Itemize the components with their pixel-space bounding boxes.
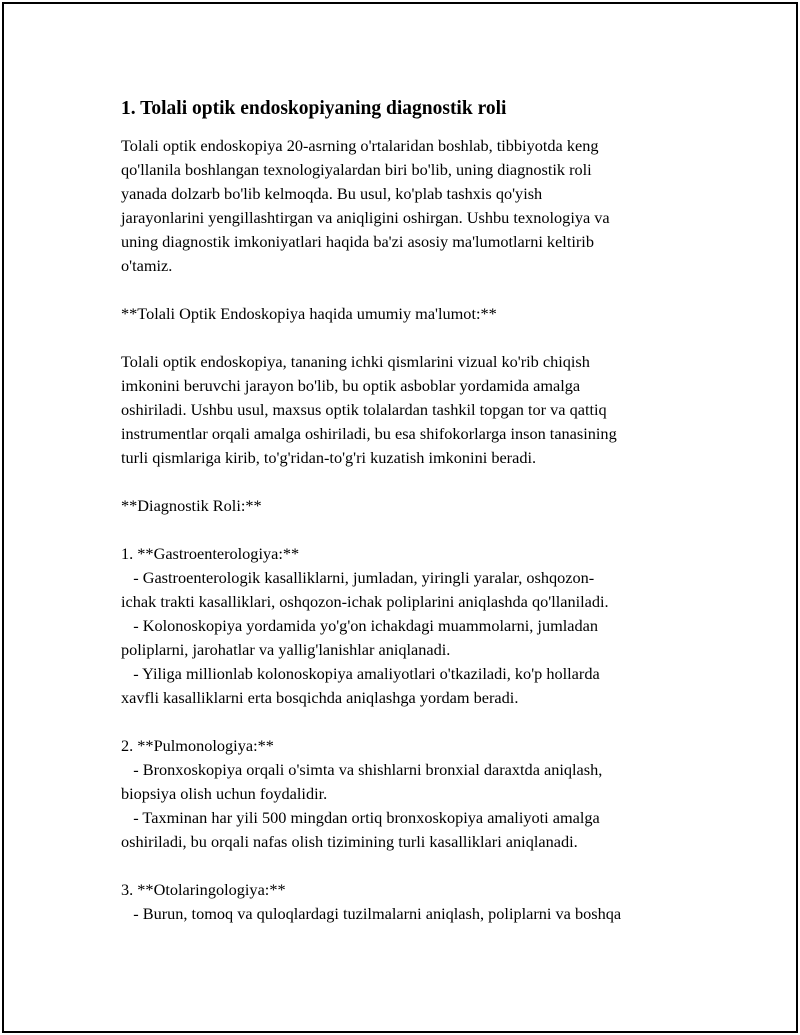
text-line: oshiriladi, bu orqali nafas olish tizimining turli kasalliklari aniqlanadi. bbox=[121, 832, 578, 851]
text-line: uning diagnostik imkoniyatlari haqida ba'zi asosiy ma'lumotlarni keltirib bbox=[121, 232, 594, 251]
text-line: poliplarni, jarohatlar va yallig'lanishlar aniqlanadi. bbox=[121, 640, 451, 659]
text-line: **Diagnostik Roli:** bbox=[121, 496, 262, 515]
text-line: turli qismlariga kirib, to'g'ridan-to'g'ri kuzatish imkonini beradi. bbox=[121, 448, 537, 467]
text-line: - Bronxoskopiya orqali o'simta va shishlarni bronxial daraxtda aniqlash, bbox=[121, 760, 603, 779]
text-line: xavfli kasalliklarni erta bosqichda aniqlashga yordam beradi. bbox=[121, 688, 519, 707]
text-line: ichak trakti kasalliklari, oshqozon-ichak poliplarini aniqlashda qo'llaniladi. bbox=[121, 592, 609, 611]
text-line: qo'llanila boshlangan texnologiyalardan biri bo'lib, uning diagnostik roli bbox=[121, 160, 592, 179]
page-frame bbox=[2, 2, 798, 1033]
text-line: o'tamiz. bbox=[121, 256, 173, 275]
text-line: biopsiya olish uchun foydalidir. bbox=[121, 784, 328, 803]
text-line: instrumentlar orqali amalga oshiriladi, bu esa shifokorlarga inson tanasining bbox=[121, 424, 617, 443]
document-body bbox=[121, 134, 701, 926]
text-line: - Taxminan har yili 500 mingdan ortiq bronxoskopiya amaliyoti amalga bbox=[121, 808, 600, 827]
diagnostic-role-heading bbox=[121, 494, 701, 518]
text-line: 1. **Gastroenterologiya:** bbox=[121, 544, 300, 563]
general-info-heading bbox=[121, 302, 701, 326]
text-line: 3. **Otolaringologiya:** bbox=[121, 880, 286, 899]
otolaryngology-section bbox=[121, 878, 701, 926]
document-content bbox=[121, 96, 701, 950]
pulmonology-section bbox=[121, 734, 701, 854]
document-title: 1. Tolali optik endoskopiyaning diagnostik roli bbox=[121, 98, 507, 119]
text-line: - Burun, tomoq va quloqlardagi tuzilmalarni aniqlash, poliplarni va boshqa bbox=[121, 904, 622, 923]
text-line: Tolali optik endoskopiya, tananing ichki qismlarini vizual ko'rib chiqish bbox=[121, 352, 590, 371]
text-line: Tolali optik endoskopiya 20-asrning o'rtalaridan boshlab, tibbiyotda keng bbox=[121, 136, 599, 155]
text-line: **Tolali Optik Endoskopiya haqida umumiy ma'lumot:** bbox=[121, 304, 497, 323]
text-line: 2. **Pulmonologiya:** bbox=[121, 736, 274, 755]
text-line: - Gastroenterologik kasalliklarni, jumladan, yiringli yaralar, oshqozon- bbox=[121, 568, 595, 587]
text-line: oshiriladi. Ushbu usul, maxsus optik tolalardan tashkil topgan tor va qattiq bbox=[121, 400, 607, 419]
intro-paragraph bbox=[121, 134, 701, 278]
text-line: imkonini beruvchi jarayon bo'lib, bu optik asboblar yordamida amalga bbox=[121, 376, 581, 395]
general-info-paragraph bbox=[121, 350, 701, 470]
text-line: - Yiliga millionlab kolonoskopiya amaliyotlari o'tkaziladi, ko'p hollarda bbox=[121, 664, 600, 683]
gastroenterology-section bbox=[121, 542, 701, 710]
text-line: - Kolonoskopiya yordamida yo'g'on ichakdagi muammolarni, jumladan bbox=[121, 616, 599, 635]
text-line: yanada dolzarb bo'lib kelmoqda. Bu usul, ko'plab tashxis qo'yish bbox=[121, 184, 543, 203]
text-line: jarayonlarini yengillashtirgan va aniqligini oshirgan. Ushbu texnologiya va bbox=[121, 208, 610, 227]
